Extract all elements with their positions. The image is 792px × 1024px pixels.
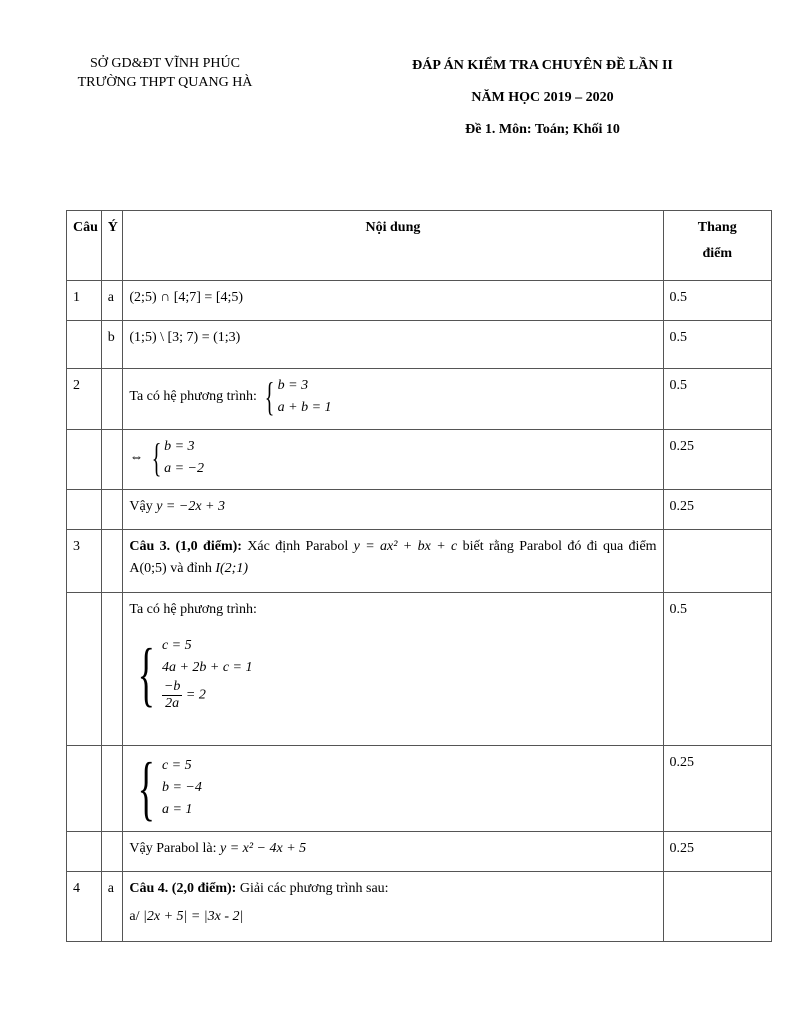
left-brace: { [151, 435, 162, 480]
cell-cau: 3 [67, 530, 102, 593]
school-name: TRƯỜNG THPT QUANG HÀ [77, 75, 253, 90]
cell-score: 0.5 [663, 593, 771, 746]
content-text: Ta có hệ phương trình: [129, 389, 257, 405]
table-row [67, 746, 772, 832]
cell-content [123, 369, 663, 430]
math-expression: |2x + 5| = |3x - 2| [143, 909, 244, 924]
equation-line: a + b = 1 [277, 400, 332, 415]
cell-content [123, 530, 663, 593]
cell-score [663, 530, 771, 593]
equation-line: b = −4 [161, 780, 202, 795]
cell-score: 0.5 [663, 369, 771, 430]
cell-score: 0.5 [663, 281, 771, 321]
content-text: và đỉnh [170, 561, 212, 576]
cell-cau: 2 [67, 369, 102, 430]
content-text: biết rằng Parabol đó đi qua điểm [462, 539, 657, 554]
left-brace: { [138, 748, 156, 828]
cell-cau [67, 593, 102, 746]
content-text: Xác định Parabol [247, 539, 349, 554]
equation-line: c = 5 [161, 758, 192, 773]
cell-content [123, 430, 663, 490]
point-i: I(2;1) [215, 561, 248, 576]
cell-score: 0.25 [663, 746, 771, 832]
table-row [67, 593, 772, 746]
table-row [67, 281, 772, 321]
equation-system [129, 635, 252, 712]
cell-content [123, 832, 663, 872]
fraction [162, 679, 182, 712]
cell-content [123, 281, 663, 321]
cell-y [101, 746, 123, 832]
cell-cau [67, 321, 102, 369]
cell-y [101, 490, 123, 530]
equation-line: b = 3 [277, 378, 309, 393]
col-header-diem: điểm [702, 246, 733, 261]
content-text: Giải các phương trình sau: [239, 881, 389, 896]
table-row [67, 832, 772, 872]
cell-content [123, 746, 663, 832]
content-text: Vậy Parabol là: [129, 841, 217, 856]
exam-title: ĐÁP ÁN KIỂM TRA CHUYÊN ĐỀ LẦN II [412, 58, 673, 73]
col-header-y: Ý [101, 211, 123, 281]
equation-line: a = 1 [161, 802, 193, 817]
cell-cau: 4 [67, 872, 102, 942]
table-row [67, 321, 772, 369]
cell-y [101, 832, 123, 872]
cell-y [101, 530, 123, 593]
cell-score: 0.25 [663, 832, 771, 872]
equation-line: 4a + 2b + c = 1 [161, 660, 253, 675]
equation-system [260, 375, 331, 419]
equation-line: b = 3 [164, 439, 195, 454]
cell-cau [67, 490, 102, 530]
fraction-numerator: −b [163, 679, 181, 694]
cell-cau [67, 832, 102, 872]
cell-cau: 1 [67, 281, 102, 321]
school-year: NĂM HỌC 2019 – 2020 [471, 90, 614, 105]
question-label: Câu 3. (1,0 điểm): [129, 539, 242, 554]
col-header-thang-diem [663, 211, 771, 281]
cell-content [123, 593, 663, 746]
math-expression: (1;5) \ [3; 7) = (1;3) [129, 330, 241, 345]
math-expression: y = x² − 4x + 5 [219, 841, 307, 856]
equation-line: c = 5 [161, 638, 192, 653]
table-header-row [67, 211, 772, 281]
cell-score: 0.25 [663, 430, 771, 490]
subquestion-label: a/ [129, 909, 140, 924]
cell-score: 0.5 [663, 321, 771, 369]
cell-content [123, 321, 663, 369]
cell-content [123, 872, 663, 942]
fraction-denominator: 2a [165, 696, 180, 711]
col-header-noidung: Nội dung [123, 211, 663, 281]
point-a: A(0;5) [129, 561, 167, 576]
table-row [67, 530, 772, 593]
cell-y [101, 430, 123, 490]
cell-cau [67, 746, 102, 832]
school-header [60, 54, 270, 92]
department-name: SỞ GD&ĐT VĨNH PHÚC [89, 56, 240, 71]
answer-table [66, 210, 772, 942]
equation-system [129, 748, 202, 828]
content-text: Ta có hệ phương trình: [129, 602, 257, 617]
cell-y: b [101, 321, 123, 369]
exam-subject: Đề 1. Môn: Toán; Khối 10 [465, 122, 620, 137]
math-expression: (2;5) ∩ [4;7] = [4;5) [129, 290, 244, 305]
equation-line [162, 679, 253, 712]
cell-y: a [101, 872, 123, 942]
cell-y: a [101, 281, 123, 321]
equation-rhs: = 2 [185, 687, 206, 703]
exam-header [380, 55, 705, 151]
cell-score [663, 872, 771, 942]
math-expression: y = −2x + 3 [156, 499, 225, 514]
math-expression: y = ax² + bx + c [353, 539, 458, 554]
cell-content [123, 490, 663, 530]
cell-cau [67, 430, 102, 490]
cell-score: 0.25 [663, 490, 771, 530]
table-row [67, 872, 772, 942]
col-header-thang: Thang [697, 220, 737, 235]
table-row [67, 369, 772, 430]
left-brace: { [265, 374, 275, 419]
cell-y [101, 593, 123, 746]
equation-line: a = −2 [164, 461, 204, 476]
left-brace: { [138, 633, 156, 714]
cell-y [101, 369, 123, 430]
equation-system [147, 436, 204, 480]
content-text: Vậy [129, 499, 153, 514]
table-row [67, 430, 772, 490]
table-row [67, 490, 772, 530]
equivalence-symbol: ⇔ [129, 450, 144, 466]
col-header-cau: Câu [67, 211, 102, 281]
question-label: Câu 4. (2,0 điểm): [129, 881, 237, 896]
